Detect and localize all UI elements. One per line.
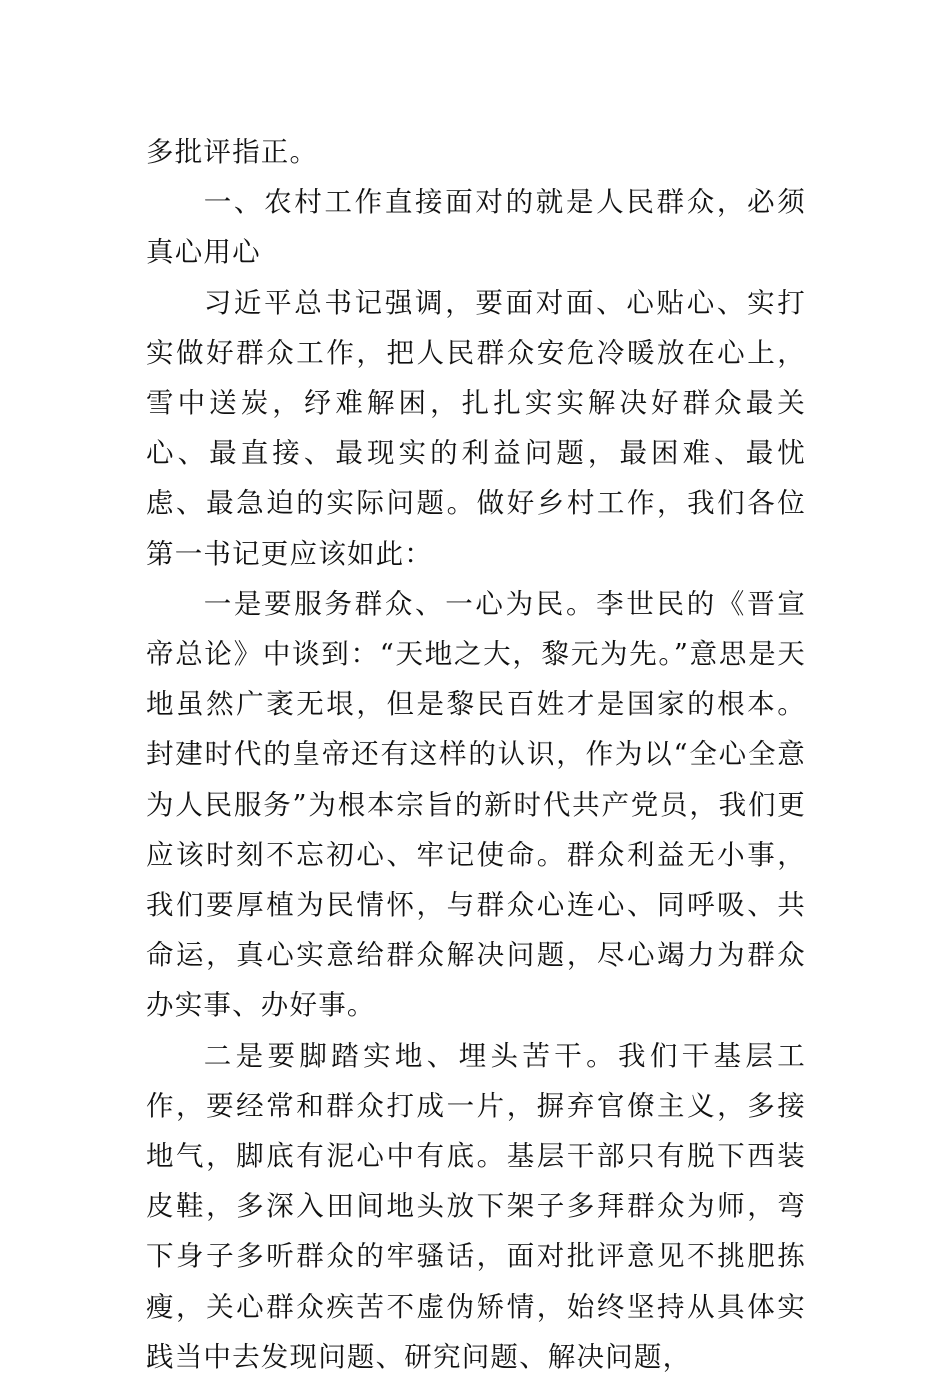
section-heading-1: 一、农村工作直接面对的就是人民群众，必须真心用心 <box>146 186 806 269</box>
paragraph-closing-line: 多批评指正。 <box>146 136 319 168</box>
document-body <box>146 127 806 1382</box>
paragraph-point-2: 二是要脚踏实地、埋头苦干。我们干基层工作，要经常和群众打成一片，摒弃官僚主义，多接地气，脚底有泥心中有底。基层干部只有脱下西装皮鞋，多深入田间地头放下架子多拜群众为师，弯下身子多听群众的牢骚话，面对批评意见不挑肥拣瘦，关心群众疾苦不虚伪矫情，始终坚持从具体实践当中去发现问题、研究问题、解决问题， <box>146 1039 806 1373</box>
paragraph-intro: 习近平总书记强调，要面对面、心贴心、实打实做好群众工作，把人民群众安危冷暖放在心上，雪中送炭，纾难解困，扎扎实实解决好群众最关心、最直接、最现实的利益问题，最困难、最忧虑、最急迫的实际问题。做好乡村工作，我们各位第一书记更应该如此： <box>146 286 806 570</box>
paragraph-point-1: 一是要服务群众、一心为民。李世民的《晋宣帝总论》中谈到：“天地之大，黎元为先。”意思是天地虽然广袤无垠，但是黎民百姓才是国家的根本。封建时代的皇帝还有这样的认识，作为以“全心全意为人民服务”为根本宗旨的新时代共产党员，我们更应该时刻不忘初心、牢记使命。群众利益无小事，我们要厚植为民情怀，与群众心连心、同呼吸、共命运，真心实意给群众解决问题，尽心竭力为群众办实事、办好事。 <box>146 587 806 1022</box>
